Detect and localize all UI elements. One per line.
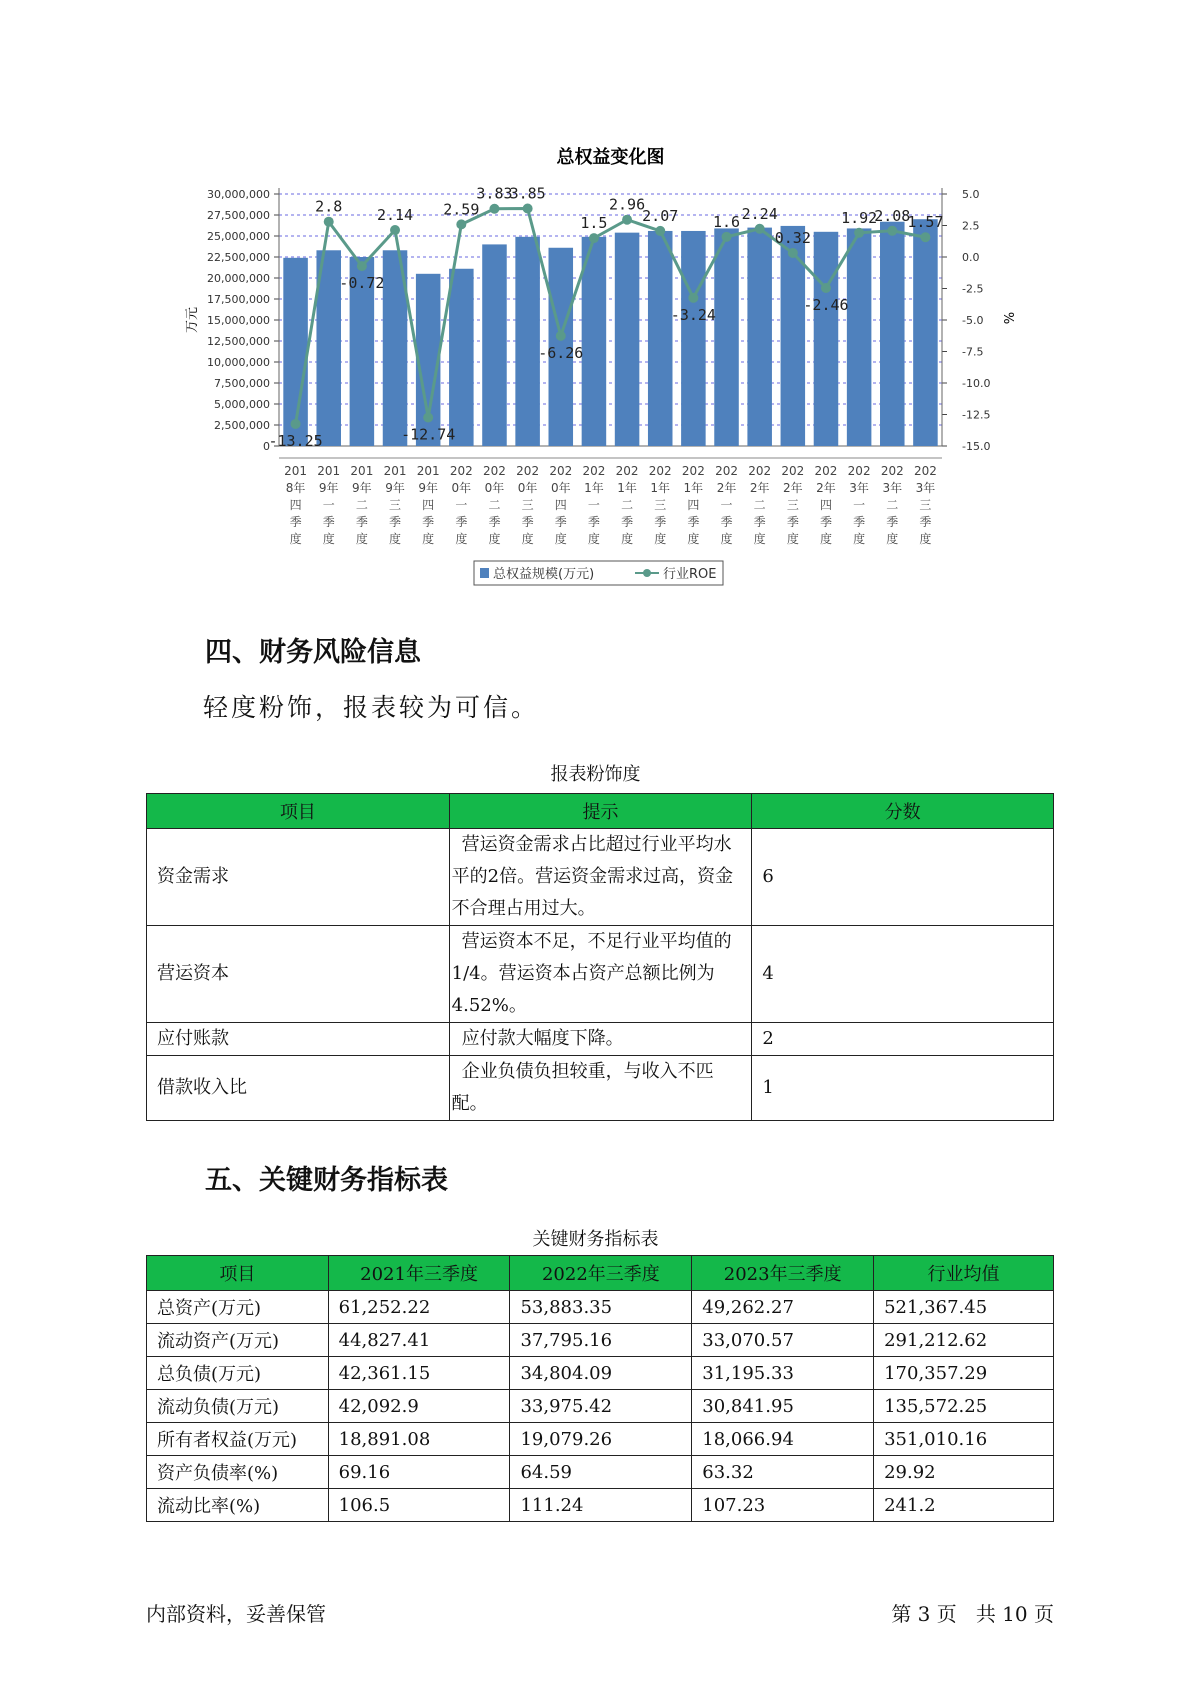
table-row bbox=[147, 1056, 1054, 1121]
x-tick-label: 季 bbox=[819, 515, 832, 529]
x-tick-label: 季 bbox=[521, 515, 534, 529]
x-tick-label: 三 bbox=[389, 498, 402, 512]
x-tick-label: 202 bbox=[615, 464, 639, 478]
bar bbox=[847, 228, 872, 446]
x-tick-label: 季 bbox=[753, 515, 766, 529]
table-row bbox=[147, 1023, 1054, 1056]
x-tick-label: 0年 bbox=[550, 481, 571, 495]
x-tick-label: 度 bbox=[389, 532, 402, 546]
risk-table bbox=[146, 793, 1054, 1121]
x-tick-label: 季 bbox=[853, 515, 866, 529]
kpi-cell: 106.5 bbox=[328, 1489, 510, 1522]
x-tick-label: 3年 bbox=[915, 481, 936, 495]
y-tick-label: 0 bbox=[263, 440, 270, 453]
x-tick-label: 二 bbox=[753, 498, 766, 512]
kpi-cell: 33,975.42 bbox=[510, 1390, 692, 1423]
x-tick-label: 度 bbox=[720, 532, 733, 546]
x-tick-label: 202 bbox=[913, 464, 937, 478]
kpi-cell: 241.2 bbox=[874, 1489, 1054, 1522]
kpi-cell: 521,367.45 bbox=[874, 1291, 1054, 1324]
kpi-header-2021q3: 2021年三季度 bbox=[328, 1256, 510, 1291]
x-tick-label: 季 bbox=[488, 515, 501, 529]
kpi-cell: 42,361.15 bbox=[328, 1357, 510, 1390]
kpi-cell: 34,804.09 bbox=[510, 1357, 692, 1390]
x-tick-label: 季 bbox=[687, 515, 700, 529]
table-row bbox=[147, 1357, 1054, 1390]
x-tick-label: 0年 bbox=[451, 481, 472, 495]
data-label: -13.25 bbox=[268, 431, 323, 450]
kpi-cell: 291,212.62 bbox=[874, 1324, 1054, 1357]
kpi-header-2022q3: 2022年三季度 bbox=[510, 1256, 692, 1291]
kpi-header-2023q3: 2023年三季度 bbox=[692, 1256, 874, 1291]
x-tick-label: 1年 bbox=[584, 481, 604, 495]
data-label: -2.46 bbox=[803, 295, 849, 314]
x-tick-label: 度 bbox=[786, 532, 799, 546]
x-tick-label: 度 bbox=[587, 532, 600, 546]
risk-score: 4 bbox=[752, 926, 1054, 1023]
y2-tick-label: -10.0 bbox=[962, 377, 991, 390]
kpi-cell: 19,079.26 bbox=[510, 1423, 692, 1456]
x-tick-label: 201 bbox=[383, 464, 407, 478]
x-tick-label: 度 bbox=[753, 532, 766, 546]
x-tick-label: 三 bbox=[654, 498, 667, 512]
x-tick-label: 9年 bbox=[385, 481, 405, 495]
x-tick-label: 三 bbox=[919, 498, 932, 512]
x-tick-label: 一 bbox=[455, 498, 468, 512]
bar bbox=[913, 219, 938, 446]
roe-point bbox=[324, 217, 334, 227]
y2-axis-label: % bbox=[1000, 311, 1015, 325]
kpi-header-industry-avg: 行业均值 bbox=[874, 1256, 1054, 1291]
kpi-cell: 53,883.35 bbox=[510, 1291, 692, 1324]
table-row bbox=[147, 1489, 1054, 1522]
x-tick-label: 3年 bbox=[849, 481, 869, 495]
kpi-cell: 111.24 bbox=[510, 1489, 692, 1522]
x-tick-label: 度 bbox=[886, 532, 899, 546]
roe-point bbox=[291, 419, 301, 429]
kpi-cell: 69.16 bbox=[328, 1456, 510, 1489]
bar bbox=[781, 226, 806, 446]
x-tick-label: 202 bbox=[549, 464, 573, 478]
y-tick-label: 22,500,000 bbox=[207, 251, 270, 264]
bar bbox=[714, 228, 739, 446]
x-tick-label: 度 bbox=[488, 532, 501, 546]
kpi-cell: 18,891.08 bbox=[328, 1423, 510, 1456]
x-tick-label: 二 bbox=[621, 498, 634, 512]
x-tick-label: 1年 bbox=[650, 481, 671, 495]
bar bbox=[747, 228, 772, 446]
risk-summary: 轻度粉饰，报表较为可信。 bbox=[203, 693, 540, 722]
x-tick-label: 度 bbox=[422, 532, 435, 546]
x-tick-label: 二 bbox=[488, 498, 501, 512]
roe-point bbox=[622, 215, 632, 225]
risk-tip: 营运资金需求占比超过行业平均水平的2倍。营运资金需求过高，资金不合理占用过大。 bbox=[449, 829, 752, 926]
kpi-cell: 37,795.16 bbox=[510, 1324, 692, 1357]
x-tick-label: 度 bbox=[355, 532, 368, 546]
kpi-cell: 107.23 bbox=[692, 1489, 874, 1522]
x-tick-label: 四 bbox=[554, 498, 567, 512]
roe-point bbox=[688, 293, 698, 303]
risk-score: 2 bbox=[752, 1023, 1054, 1056]
kpi-cell: 流动比率(%) bbox=[147, 1489, 329, 1522]
kpi-table-caption: 关键财务指标表 bbox=[532, 1229, 659, 1250]
legend-label: 行业ROE bbox=[663, 567, 717, 582]
footer-page-number: 第 3 页 共 10 页 bbox=[891, 1602, 1054, 1626]
kpi-cell: 33,070.57 bbox=[692, 1324, 874, 1357]
roe-point bbox=[887, 226, 897, 236]
x-tick-label: 2年 bbox=[716, 481, 737, 495]
x-tick-label: 度 bbox=[455, 532, 468, 546]
x-tick-label: 度 bbox=[654, 532, 667, 546]
x-tick-label: 季 bbox=[355, 515, 368, 529]
data-label: -6.26 bbox=[538, 343, 584, 362]
roe-point bbox=[489, 204, 499, 214]
data-label: 1.57 bbox=[907, 213, 944, 232]
legend-label: 总权益规模(万元) bbox=[493, 567, 595, 582]
bar bbox=[681, 231, 706, 446]
x-tick-label: 一 bbox=[853, 498, 866, 512]
data-label: 1.5 bbox=[580, 214, 608, 233]
x-tick-label: 202 bbox=[880, 464, 904, 478]
section5-heading: 五、关键财务指标表 bbox=[205, 1165, 448, 1196]
risk-item: 资金需求 bbox=[147, 829, 450, 926]
x-tick-label: 9年 bbox=[352, 481, 372, 495]
risk-tip: 营运资本不足，不足行业平均值的1/4。营运资本占资产总额比例为4.52%。 bbox=[449, 926, 752, 1023]
x-tick-label: 202 bbox=[847, 464, 871, 478]
x-tick-label: 季 bbox=[422, 515, 435, 529]
roe-point bbox=[390, 225, 400, 235]
y2-tick-label: -12.5 bbox=[962, 408, 991, 422]
x-tick-label: 1年 bbox=[617, 481, 637, 495]
x-tick-label: 季 bbox=[389, 515, 402, 529]
bar bbox=[648, 231, 673, 446]
x-tick-label: 四 bbox=[422, 498, 435, 512]
chart-title: 总权益变化图 bbox=[556, 147, 665, 168]
y-tick-label: 5,000,000 bbox=[214, 398, 270, 411]
x-tick-label: 2年 bbox=[816, 481, 836, 495]
legend-swatch-dot bbox=[643, 569, 651, 577]
data-label: 2.08 bbox=[874, 206, 911, 225]
kpi-cell: 351,010.16 bbox=[874, 1423, 1054, 1456]
bar bbox=[880, 222, 905, 446]
x-tick-label: 2年 bbox=[783, 481, 803, 495]
kpi-cell: 49,262.27 bbox=[692, 1291, 874, 1324]
y2-tick-label: 0.0 bbox=[962, 251, 980, 264]
y-tick-label: 27,500,000 bbox=[207, 209, 270, 222]
y-axis-label: 万元 bbox=[185, 306, 200, 334]
kpi-cell: 44,827.41 bbox=[328, 1324, 510, 1357]
x-tick-label: 三 bbox=[521, 498, 534, 512]
y2-tick-label: -2.5 bbox=[962, 282, 984, 296]
equity-chart bbox=[0, 0, 1191, 600]
roe-point bbox=[920, 232, 930, 242]
bar bbox=[615, 233, 640, 446]
kpi-cell: 流动负债(万元) bbox=[147, 1390, 329, 1423]
x-tick-label: 度 bbox=[853, 532, 866, 546]
table-row bbox=[147, 1291, 1054, 1324]
bar bbox=[515, 237, 540, 446]
kpi-cell: 30,841.95 bbox=[692, 1390, 874, 1423]
risk-header-tip: 提示 bbox=[449, 794, 752, 829]
kpi-cell: 29.92 bbox=[874, 1456, 1054, 1489]
x-tick-label: 二 bbox=[355, 498, 368, 512]
risk-item: 应付账款 bbox=[147, 1023, 450, 1056]
y2-tick-label: 2.5 bbox=[962, 219, 980, 233]
x-tick-label: 201 bbox=[317, 464, 341, 478]
x-tick-label: 9年 bbox=[418, 481, 438, 495]
x-tick-label: 季 bbox=[720, 515, 733, 529]
y-tick-label: 25,000,000 bbox=[207, 230, 270, 243]
table-row bbox=[147, 1324, 1054, 1357]
kpi-cell: 18,066.94 bbox=[692, 1423, 874, 1456]
section4-heading: 四、财务风险信息 bbox=[205, 637, 421, 668]
data-label: 2.07 bbox=[642, 206, 679, 225]
x-tick-label: 202 bbox=[483, 464, 506, 478]
roe-point bbox=[655, 226, 665, 236]
risk-header-item: 项目 bbox=[147, 794, 450, 829]
roe-point bbox=[357, 261, 367, 271]
x-tick-label: 度 bbox=[322, 532, 335, 546]
roe-point bbox=[722, 232, 732, 242]
x-tick-label: 8年 bbox=[285, 481, 306, 495]
data-label: 1.6 bbox=[712, 212, 741, 231]
risk-tip: 应付款大幅度下降。 bbox=[449, 1023, 752, 1056]
x-tick-label: 季 bbox=[654, 515, 667, 529]
table-row bbox=[147, 1423, 1054, 1456]
data-label: -0.72 bbox=[339, 274, 385, 293]
roe-point bbox=[788, 248, 798, 258]
table-row bbox=[147, 1456, 1054, 1489]
kpi-cell: 总负债(万元) bbox=[147, 1357, 329, 1390]
x-tick-label: 201 bbox=[416, 464, 440, 478]
risk-header-score: 分数 bbox=[752, 794, 1054, 829]
x-tick-label: 季 bbox=[455, 515, 468, 529]
y2-tick-label: 5.0 bbox=[962, 188, 980, 201]
y-tick-label: 30,000,000 bbox=[207, 188, 270, 201]
x-tick-label: 9年 bbox=[318, 481, 339, 495]
y-tick-label: 2,500,000 bbox=[214, 419, 270, 432]
data-label: 2.24 bbox=[741, 204, 778, 223]
roe-point bbox=[523, 203, 533, 213]
data-label: 2.96 bbox=[609, 195, 646, 214]
kpi-cell: 63.32 bbox=[692, 1456, 874, 1489]
data-label: -12.74 bbox=[401, 425, 456, 444]
risk-score: 6 bbox=[752, 829, 1054, 926]
kpi-header-item: 项目 bbox=[147, 1256, 329, 1291]
x-tick-label: 2年 bbox=[749, 481, 770, 495]
risk-item: 借款收入比 bbox=[147, 1056, 450, 1121]
y2-tick-label: -5.0 bbox=[962, 314, 984, 327]
x-tick-label: 度 bbox=[687, 532, 700, 546]
bar bbox=[814, 232, 839, 446]
x-tick-label: 202 bbox=[814, 464, 838, 478]
roe-point bbox=[755, 224, 765, 234]
kpi-cell: 31,195.33 bbox=[692, 1357, 874, 1390]
x-tick-label: 四 bbox=[687, 498, 700, 512]
x-tick-label: 度 bbox=[521, 532, 534, 546]
data-label: 2.14 bbox=[376, 206, 414, 225]
x-tick-label: 一 bbox=[322, 498, 335, 512]
kpi-cell: 61,252.22 bbox=[328, 1291, 510, 1324]
kpi-cell: 135,572.25 bbox=[874, 1390, 1054, 1423]
x-tick-label: 度 bbox=[554, 532, 567, 546]
x-tick-label: 度 bbox=[289, 532, 302, 546]
x-tick-label: 0年 bbox=[517, 481, 538, 495]
data-label: 0.32 bbox=[774, 228, 811, 247]
x-tick-label: 季 bbox=[621, 515, 634, 529]
x-tick-label: 季 bbox=[322, 515, 335, 529]
bar bbox=[482, 244, 507, 446]
y-tick-label: 17,500,000 bbox=[207, 293, 270, 306]
x-tick-label: 3年 bbox=[882, 481, 903, 495]
x-tick-label: 202 bbox=[582, 464, 606, 478]
y-tick-label: 7,500,000 bbox=[214, 377, 270, 390]
x-tick-label: 201 bbox=[284, 464, 308, 478]
x-tick-label: 202 bbox=[648, 464, 672, 478]
x-tick-label: 1年 bbox=[683, 481, 704, 495]
risk-score: 1 bbox=[752, 1056, 1054, 1121]
x-tick-label: 季 bbox=[289, 515, 302, 529]
kpi-cell: 64.59 bbox=[510, 1456, 692, 1489]
x-tick-label: 季 bbox=[886, 515, 899, 529]
x-tick-label: 三 bbox=[786, 498, 799, 512]
x-tick-label: 度 bbox=[919, 532, 932, 546]
data-label: 2.59 bbox=[443, 200, 480, 219]
x-tick-label: 0年 bbox=[484, 481, 505, 495]
x-tick-label: 202 bbox=[781, 464, 805, 478]
roe-point bbox=[589, 233, 599, 243]
table-row bbox=[147, 1390, 1054, 1423]
data-label: 2.8 bbox=[315, 197, 343, 216]
bar bbox=[449, 269, 474, 446]
roe-point bbox=[423, 413, 433, 423]
x-tick-label: 季 bbox=[587, 515, 600, 529]
data-label: -3.24 bbox=[670, 305, 716, 324]
y-tick-label: 12,500,000 bbox=[207, 335, 270, 348]
x-tick-label: 202 bbox=[748, 464, 772, 478]
x-tick-label: 季 bbox=[786, 515, 799, 529]
kpi-cell: 资产负债率(%) bbox=[147, 1456, 329, 1489]
y2-tick-label: -7.5 bbox=[962, 345, 984, 359]
footer-confidential: 内部资料，妥善保管 bbox=[146, 1602, 326, 1626]
y-tick-label: 15,000,000 bbox=[207, 314, 270, 327]
table-row bbox=[147, 829, 1054, 926]
x-tick-label: 四 bbox=[819, 498, 832, 512]
roe-point bbox=[821, 283, 831, 293]
legend-swatch-bar bbox=[480, 568, 489, 578]
x-tick-label: 202 bbox=[449, 464, 473, 478]
x-tick-label: 一 bbox=[587, 498, 600, 512]
x-tick-label: 度 bbox=[819, 532, 832, 546]
x-tick-label: 四 bbox=[289, 498, 302, 512]
risk-table-caption: 报表粉饰度 bbox=[550, 764, 641, 785]
table-row bbox=[147, 926, 1054, 1023]
kpi-cell: 170,357.29 bbox=[874, 1357, 1054, 1390]
roe-point bbox=[556, 331, 566, 341]
x-tick-label: 一 bbox=[720, 498, 733, 512]
risk-tip: 企业负债负担较重，与收入不匹配。 bbox=[449, 1056, 752, 1121]
x-tick-label: 度 bbox=[621, 532, 634, 546]
bar bbox=[582, 237, 607, 446]
data-label: 1.92 bbox=[841, 208, 878, 227]
x-tick-label: 201 bbox=[350, 464, 374, 478]
x-tick-label: 季 bbox=[554, 515, 567, 529]
x-tick-label: 202 bbox=[681, 464, 705, 478]
roe-point bbox=[854, 228, 864, 238]
x-tick-label: 202 bbox=[516, 464, 540, 478]
data-label: 3.85 bbox=[509, 184, 546, 203]
x-tick-label: 季 bbox=[919, 515, 932, 529]
x-tick-label: 202 bbox=[715, 464, 738, 478]
roe-point bbox=[456, 219, 466, 229]
kpi-cell: 所有者权益(万元) bbox=[147, 1423, 329, 1456]
x-tick-label: 二 bbox=[886, 498, 899, 512]
y-tick-label: 20,000,000 bbox=[207, 272, 270, 285]
kpi-table bbox=[146, 1255, 1054, 1522]
kpi-cell: 总资产(万元) bbox=[147, 1291, 329, 1324]
y-tick-label: 10,000,000 bbox=[207, 356, 270, 369]
kpi-cell: 42,092.9 bbox=[328, 1390, 510, 1423]
risk-item: 营运资本 bbox=[147, 926, 450, 1023]
kpi-cell: 流动资产(万元) bbox=[147, 1324, 329, 1357]
data-label: 3.83 bbox=[476, 184, 513, 203]
y2-tick-label: -15.0 bbox=[962, 440, 991, 453]
